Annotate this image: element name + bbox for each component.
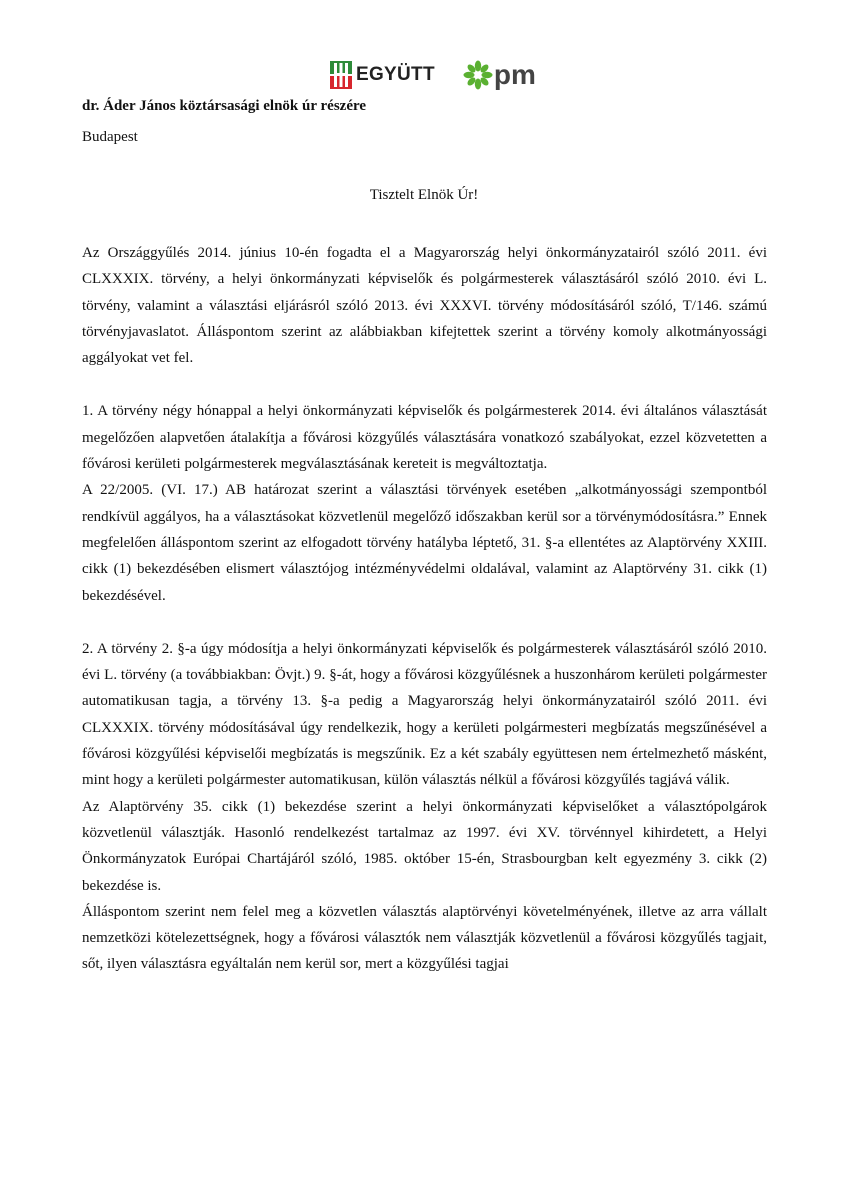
city-line: Budapest <box>82 129 138 145</box>
point-2-paragraph: 2. A törvény 2. §-a úgy módosítja a helyi önkormányzati képviselők és polgármesterek választásáról szóló 2010. évi L. törvény (a továbbiakban: Övjt.) 9. §-át, hogy a fővárosi közgyűlésnek a huszonhárom kerületi polgármester automatikusan tagja, a törvény 13. §-a pedig a Magyarország helyi önkormányzatairól szóló 2011. évi CLXXXIX. törvény módosításával úgy rendelkezik, hogy a kerületi polgármesteri megbízatás megszűnésével a fővárosi közgyűlési képviselői megbízatás is megszűnik. Ez a két szabály együttesen nem értelmezhető másként, mint hogy a kerületi polgármester automatikusan, külön választás nélkül a fővárosi közgyűlés tagjává válik. <box>82 640 767 789</box>
recipient-line: dr. Áder János köztársasági elnök úr részére <box>82 98 367 114</box>
pm-logo <box>463 59 536 91</box>
egyutt-logo-icon <box>330 61 352 89</box>
point-2-opinion-paragraph: Álláspontom szerint nem felel meg a közvetlen választás alaptörvényi követelményének, illetve az arra vállalt nemzetközi kötelezettségnek, hogy a fővárosi választók nem választják közvetlenül a fővárosi közgyűlés tagjait, sőt, ilyen választásra egyáltalán nem kerül sor, mert a közgyűlési tagjai <box>82 903 767 973</box>
pm-flower-icon <box>463 59 493 91</box>
pm-logo-text: pm <box>493 59 536 90</box>
letter-body <box>82 240 767 978</box>
point-1-paragraph: 1. A törvény négy hónappal a helyi önkormányzati képviselők és polgármesterek 2014. évi általános választását megelőzően alapvetően átalakítja a fővárosi közgyűlés választására vonatkozó szabályokat, ezzel közvetetten a fővárosi kerületi polgármesterek megválasztásának kereteit is megváltoztatja. <box>82 403 767 473</box>
point-2-constitution-paragraph: Az Alaptörvény 35. cikk (1) bekezdése szerint a helyi önkormányzati képviselőket a választópolgárok közvetlenül választják. Hasonló rendelkezést tartalmaz az 1997. évi XV. törvénnyel kihirdetett, a Helyi Önkormányzatok Európai Chartájáról szóló, 1985. október 15-én, Strasbourgban kelt egyezmény 3. cikk (2) bekezdése is. <box>82 798 767 894</box>
salutation: Tisztelt Elnök Úr! <box>369 187 479 203</box>
header-logos <box>330 58 536 92</box>
egyutt-logo <box>330 61 435 89</box>
intro-paragraph: Az Országgyűlés 2014. június 10-én fogadta el a Magyarország helyi önkormányzatairól szóló 2011. évi CLXXXIX. törvény, a helyi önkormányzati képviselők és polgármesterek választásáról szóló 2010. évi L. törvény, valamint a választási eljárásról szóló 2013. évi XXXVI. törvény módosításáról szóló, T/146. számú törvényjavaslatot. Álláspontom szerint az alábbiakban kifejtettek szerint a törvény komoly alkotmányossági aggályokat vet fel. <box>82 245 767 367</box>
point-1-detail-paragraph: A 22/2005. (VI. 17.) AB határozat szerint a választási törvények esetében „alkotmányossági szempontból rendkívül aggályos, ha a választásokat közvetlenül megelőző időszakban kerül sor a törvénymódosításra.” Ennek megfelelően álláspontom szerint az elfogadott törvény hatályba léptető, 31. §-a ellentétes az Alaptörvény XXIII. cikk (1) bekezdésében elismert választójog intézményvédelmi oldalával, valamint az Alaptörvény 31. cikk (1) bekezdésével. <box>82 482 767 604</box>
egyutt-logo-text: EGYÜTT <box>356 64 435 85</box>
